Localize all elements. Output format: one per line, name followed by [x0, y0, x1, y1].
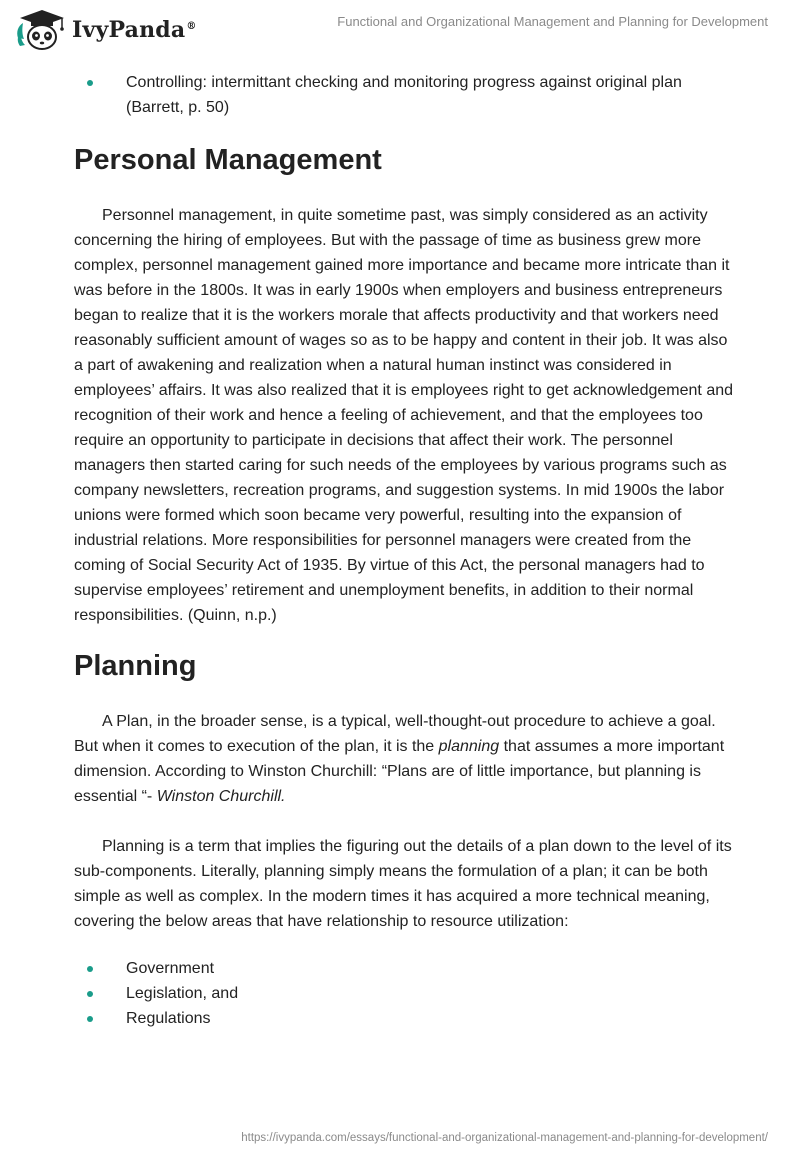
bullet-dot-icon: [87, 1016, 93, 1022]
page-header: [0, 0, 800, 60]
ivypanda-logo[interactable]: [14, 8, 197, 52]
emphasis-churchill: Winston Churchill.: [156, 788, 286, 805]
list-item: [74, 70, 734, 120]
personal-management-paragraph: Personnel management, in quite sometime past, was simply considered as an activity concerning the hiring of employees. But with the passage of time as business grew more complex, personnel management gained more importance and became more intricate than it was before in the 1800s. It was in early 1900s when employers and business entrepreneurs began to realize that it is the workers morale that affects productivity and that workers need reasonably sufficient amount of wages so as to be happy and content in their job. It was also a part of awakening and realization when a natural human instinct was considered in employees’ affairs. It was also realized that it is employees right to get acknowledgement and recognition of their work and hence a feeling of achievement, and that the employees too require an opportunity to participate in decisions that affect their work. The personnel managers then started caring for such needs of the employees by various programs such as company newsletters, recreation programs, and suggestion systems. In mid 1900s the labor unions were formed which soon became very powerful, resulting into the expansion of industrial relations. More responsibilities for personnel managers were created from the coming of Social Security Act of 1935. By virtue of this Act, the personal managers had to supervise employees’ retirement and unemployment benefits, in addition to their normal responsibilities. (Quinn, n.p.): [74, 207, 734, 624]
bullet-dot-icon: [87, 80, 93, 86]
logo-text: IvyPanda®: [72, 17, 197, 43]
planning-bullet-list: [74, 956, 734, 1031]
footer-url-link[interactable]: https://ivypanda.com/essays/functional-and-organizational-management-and-planning-for-development/: [241, 1132, 768, 1144]
section-heading-planning: Planning: [74, 650, 197, 682]
essay-content: [74, 70, 734, 1031]
bullet-dot-icon: [87, 966, 93, 972]
emphasis-planning: planning: [438, 738, 500, 755]
bullet-text-line2: (Barrett, p. 50): [126, 99, 230, 116]
list-item: Legislation, and: [74, 981, 734, 1006]
section-heading-personal-management: Personal Management: [74, 144, 382, 176]
document-title: Functional and Organizational Management and Planning for Development: [337, 14, 768, 29]
panda-graduate-icon: [14, 8, 70, 52]
bullet-dot-icon: [87, 991, 93, 997]
intro-bullet-list: [74, 70, 734, 120]
bullet-text-line1: Controlling: intermittant checking and monitoring progress against original plan: [126, 74, 682, 91]
planning-paragraph-2: Planning is a term that implies the figuring out the details of a plan down to the level of its sub-components. Literally, planning simply means the formulation of a plan; it can be both simple as well as complex. In the modern times it has acquired a more technical meaning, covering the below areas that have relationship to resource utilization:: [74, 838, 732, 930]
planning-paragraph-1: A Plan, in the broader sense, is a typical, well-thought-out procedure to achieve a goal. But when it comes to execution of the plan, it is the planning that assumes a more important dimension. According to Winston Churchill: “Plans are of little importance, but planning is essential “- Winston Churchill.: [74, 713, 725, 805]
list-item: Regulations: [74, 1006, 734, 1031]
list-item: Government: [74, 956, 734, 981]
